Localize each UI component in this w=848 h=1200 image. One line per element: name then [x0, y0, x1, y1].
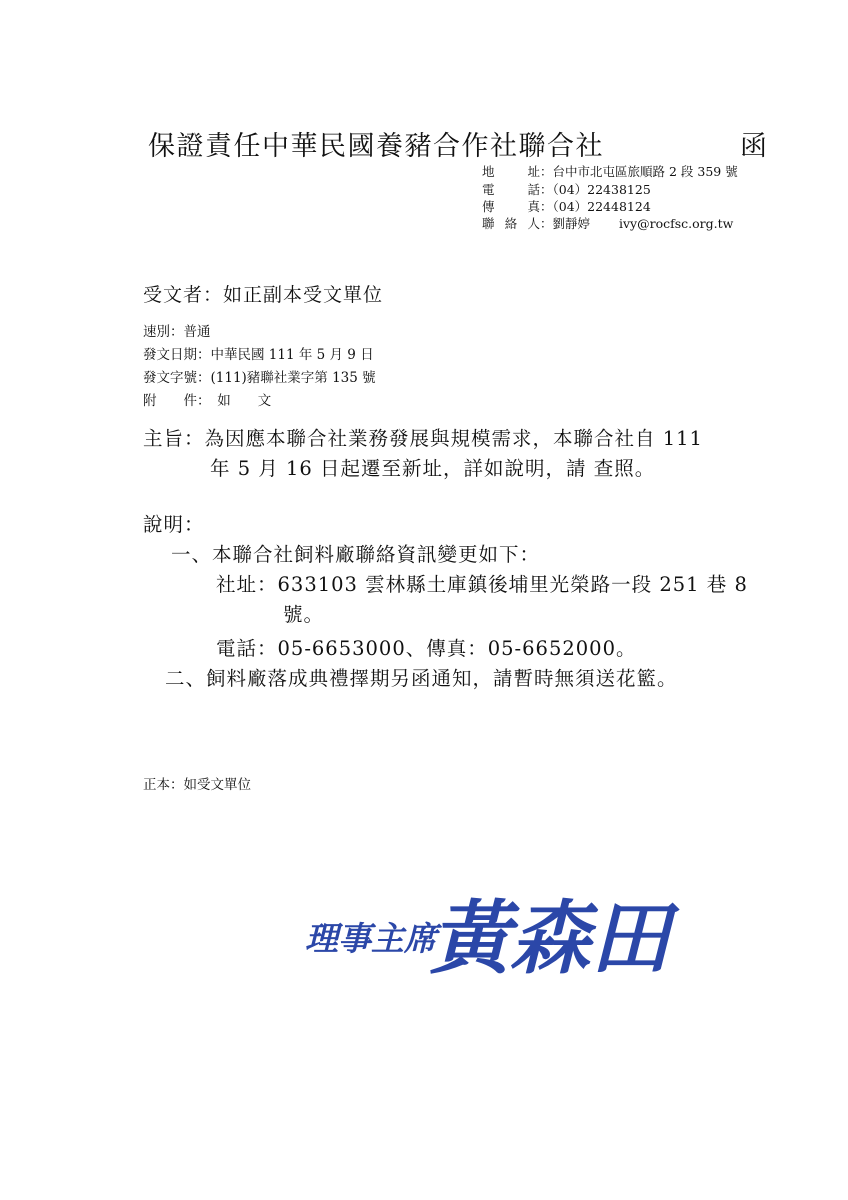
recipient-line: 受文者：如正副本受文單位 — [143, 284, 384, 306]
contact-label: 電 話 — [482, 182, 540, 197]
subject-line-2: 年 5 月 16 日起遷至新址，詳如說明，請 查照。 — [210, 457, 656, 480]
explanation-item-2: 二、飼料廠落成典禮擇期另函通知，請暫時無須送花籃。 — [165, 667, 678, 690]
explanation-heading: 說明： — [143, 513, 205, 536]
date-line: 發文日期：中華民國 111 年 5 月 9 日 — [143, 347, 374, 363]
explanation-item-1: 一、本聯合社飼料廠聯絡資訊變更如下： — [171, 543, 541, 566]
signature-title: 理事主席 — [305, 919, 437, 958]
contact-value: ：台中市北屯區旅順路 2 段 359 號 — [540, 164, 738, 179]
new-address-line-2: 號。 — [283, 603, 325, 626]
doc-number-line: 發文字號：(111)豬聯社業字第 135 號 — [143, 370, 376, 386]
contact-fax — [482, 198, 651, 216]
subject-line-1: 主旨：為因應本聯合社業務發展與規模需求，本聯合社自 111 — [143, 427, 703, 450]
speed-line: 速別：普通 — [143, 324, 211, 340]
contact-address — [482, 163, 738, 181]
attachment-line: 附 件： 如 文 — [143, 393, 272, 409]
new-phone-line: 電話：05-6653000、傳真：05-6652000。 — [216, 637, 637, 660]
contact-value: ：（04）22448124 — [540, 199, 651, 214]
signature-graphic — [305, 878, 695, 988]
new-address-line-1: 社址：633103 雲林縣土庫鎮後埔里光榮路一段 251 巷 8 — [216, 573, 748, 596]
contact-label: 聯 絡 人 — [482, 216, 540, 231]
signature-stamp — [305, 878, 695, 988]
document-type: 函 — [740, 131, 767, 162]
explanation-block — [143, 510, 748, 694]
contact-person — [482, 215, 733, 233]
organization-title: 保證責任中華民國養豬合作社聯合社 — [148, 131, 604, 162]
contact-value: ：（04）22438125 — [540, 182, 651, 197]
contact-value: ：劉靜婷 ivy@rocfsc.org.tw — [540, 216, 734, 231]
contact-label: 地 址 — [482, 164, 540, 179]
contact-label: 傳 真 — [482, 199, 540, 214]
subject-block — [143, 424, 703, 484]
signature-name: 黃森田 — [430, 891, 670, 985]
contact-phone — [482, 181, 651, 199]
cc-line: 正本：如受文單位 — [143, 777, 251, 793]
